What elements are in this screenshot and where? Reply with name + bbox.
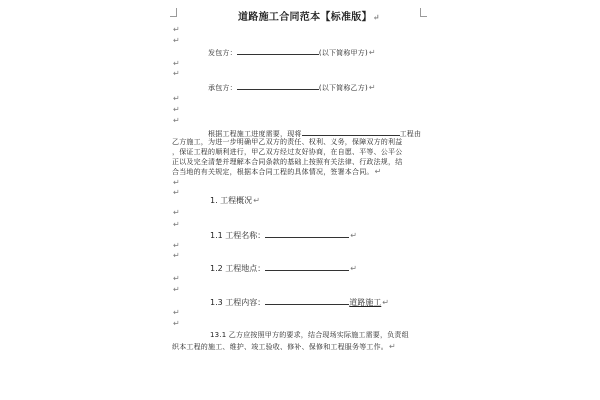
project-content-value: 道路施工 bbox=[349, 298, 382, 307]
section-1-text: 1. 工程概况 bbox=[210, 196, 253, 205]
project-content-label: 1.3 工程内容： bbox=[210, 298, 266, 307]
clause-13-1-line-2 bbox=[172, 341, 396, 353]
empty-paragraph bbox=[172, 93, 180, 104]
paragraph-mark: ↵ bbox=[173, 59, 180, 68]
clause-13-1-line-2-text: 织本工程的施工、维护、竣工验收、修补、保修和工程服务等工作。 bbox=[172, 343, 388, 351]
paragraph-mark: ↵ bbox=[350, 231, 357, 240]
party-b-suffix: (以下简称乙方) bbox=[318, 84, 368, 92]
paragraph-mark: ↵ bbox=[173, 208, 180, 217]
empty-paragraph bbox=[172, 115, 180, 126]
paragraph-mark: ↵ bbox=[173, 274, 180, 283]
paragraph-mark: ↵ bbox=[173, 116, 180, 125]
document-title-line bbox=[238, 12, 380, 23]
project-name-line bbox=[210, 229, 357, 241]
paragraph-mark: ↵ bbox=[173, 105, 180, 114]
document-title: 道路施工合同范本【标准版】 bbox=[238, 12, 372, 23]
empty-paragraph bbox=[172, 307, 180, 318]
paragraph-mark: ↵ bbox=[173, 319, 180, 328]
paragraph-mark: ↵ bbox=[173, 188, 180, 197]
paragraph-mark: ↵ bbox=[173, 36, 180, 45]
paragraph-mark: ↵ bbox=[372, 12, 380, 22]
empty-paragraph bbox=[172, 273, 180, 284]
paragraph-mark: ↵ bbox=[368, 48, 376, 57]
empty-paragraph bbox=[172, 24, 180, 35]
project-location-line bbox=[210, 262, 357, 274]
paragraph-mark: ↵ bbox=[173, 285, 180, 294]
party-a-blank[interactable] bbox=[237, 46, 319, 55]
empty-paragraph bbox=[172, 35, 180, 46]
project-content-field[interactable] bbox=[265, 296, 349, 305]
empty-paragraph bbox=[172, 250, 180, 261]
intro-line-5-text: 合当地的有关规定，根据本合同工程的具体情况，签署本合同。 bbox=[172, 168, 374, 176]
party-a-suffix: (以下简称甲方) bbox=[318, 49, 368, 57]
empty-paragraph bbox=[172, 318, 180, 329]
paragraph-mark: ↵ bbox=[253, 196, 260, 205]
paragraph-mark: ↵ bbox=[382, 298, 389, 307]
intro-line-2: 乙方施工，为进一步明确甲乙双方的责任、权利、义务，保障双方的利益 bbox=[172, 138, 403, 146]
party-a-label: 发包方： bbox=[208, 49, 237, 57]
paragraph-mark: ↵ bbox=[173, 241, 180, 250]
empty-paragraph bbox=[172, 207, 180, 218]
party-a-line bbox=[208, 46, 376, 59]
empty-paragraph bbox=[172, 284, 180, 295]
intro-line-3: ，保证工程的顺利进行，甲乙双方经过友好协商，在自愿、平等、公平公 bbox=[172, 148, 403, 156]
empty-paragraph bbox=[172, 219, 180, 230]
paragraph-mark: ↵ bbox=[173, 94, 180, 103]
project-name-blank[interactable] bbox=[302, 127, 400, 136]
paragraph-mark: ↵ bbox=[173, 220, 180, 229]
page-corner-top-left bbox=[170, 8, 177, 17]
party-b-line bbox=[208, 81, 376, 94]
project-name-field[interactable] bbox=[265, 229, 349, 238]
page-corner-top-right bbox=[420, 8, 427, 17]
project-location-label: 1.2 工程地点： bbox=[210, 264, 266, 273]
paragraph-mark: ↵ bbox=[350, 264, 357, 273]
party-b-blank[interactable] bbox=[237, 81, 319, 90]
paragraph-mark: ↵ bbox=[173, 251, 180, 260]
project-name-label: 1.1 工程名称： bbox=[210, 231, 266, 240]
intro-line-1-prefix: 根据工程施工进度需要，现将 bbox=[208, 130, 302, 138]
project-content-line bbox=[210, 296, 389, 308]
paragraph-mark: ↵ bbox=[374, 167, 382, 176]
paragraph-mark: ↵ bbox=[368, 83, 376, 92]
section-1-heading bbox=[210, 195, 260, 206]
paragraph-mark: ↵ bbox=[173, 308, 180, 317]
intro-line-5 bbox=[172, 166, 382, 178]
paragraph-mark: ↵ bbox=[389, 342, 396, 351]
intro-line-4: 正以及完全清楚并理解本合同条款的基础上按照有关法律、行政法规，结 bbox=[172, 158, 403, 166]
paragraph-mark: ↵ bbox=[173, 69, 180, 78]
clause-13-1-line-1: 13.1 乙方应按照甲方的要求，结合现场实际施工需要，负责组 bbox=[210, 331, 409, 339]
intro-line-1-suffix: 工程由 bbox=[399, 130, 422, 138]
empty-paragraph bbox=[172, 68, 180, 79]
empty-paragraph bbox=[172, 104, 180, 115]
paragraph-mark: ↵ bbox=[173, 178, 180, 187]
paragraph-mark: ↵ bbox=[173, 25, 180, 34]
empty-paragraph bbox=[172, 187, 180, 198]
party-b-label: 承包方： bbox=[208, 84, 237, 92]
project-location-field[interactable] bbox=[265, 262, 349, 271]
